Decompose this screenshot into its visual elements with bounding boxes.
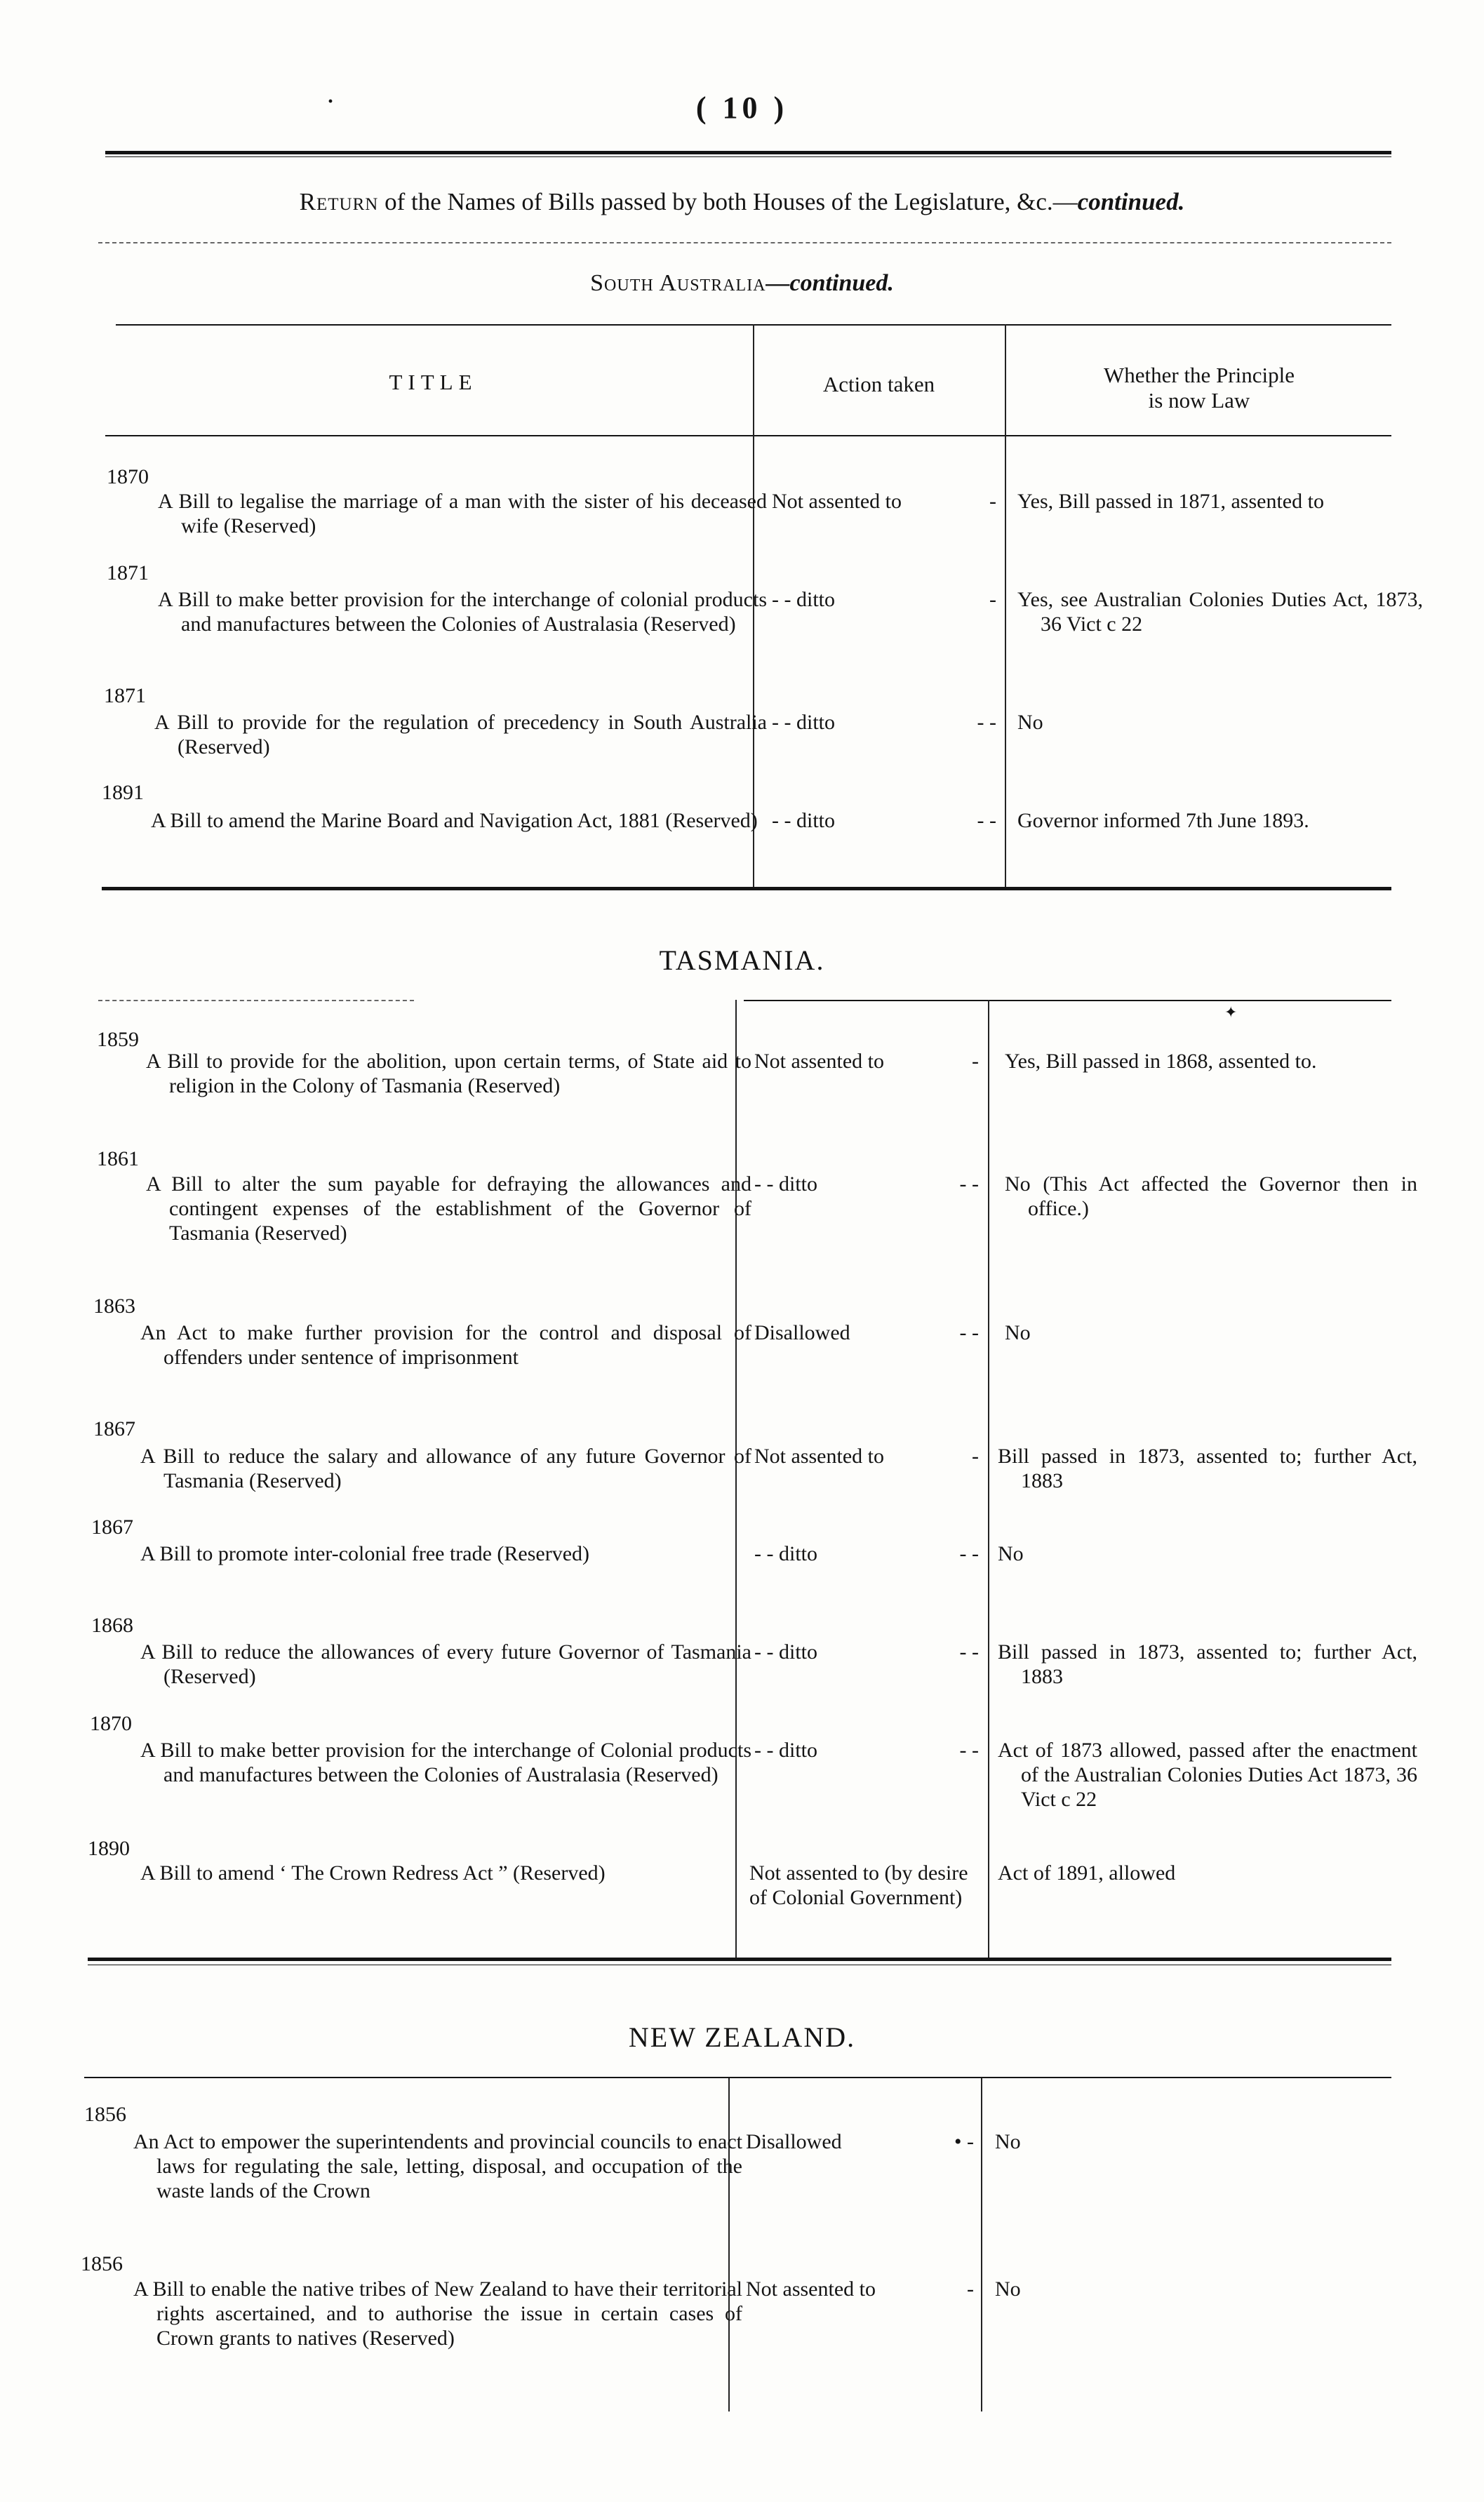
row-action-text: - - ditto [754,1640,817,1664]
row-title: An Act to empower the superintendents and provincial councils to enact laws for regulating the sale, letting, disposal, and occupation of the waste lands of the Crown [133,2130,742,2202]
column-header-title: TITLE [389,370,478,394]
page-number: ( 10 ) [695,91,789,125]
row-title: A Bill to enable the native tribes of New Zealand to have their territorial rights ascertained, and to authorise the issue in certain cases of Crown grants to natives (Reserved) [133,2277,742,2350]
row-principle: Yes, Bill passed in 1868, assented to. [1005,1050,1317,1073]
section-title-south-australia [0,270,1484,297]
row-principle: No [998,1542,1024,1565]
column-header-action: Action taken [822,372,935,396]
sa-table-bottom-rule [102,887,1391,890]
row-title: An Act to make further provision for the control and disposal of offenders under sentence of imprisonment [140,1321,751,1369]
row-year: 1863 [93,1295,135,1318]
row-action [754,1320,979,1345]
row-year: 1867 [93,1417,135,1440]
row-title: A Bill to make better provision for the interchange of colonial products and manufactures between the Colonies of Australasia (Reserved) [158,588,767,636]
row-action-dash: - [972,1445,979,1468]
south-australia-suffix: —continued. [766,270,894,296]
row-title: A Bill to provide for the regulation of precedency in South Australia (Reserved) [154,711,767,758]
south-australia-name: South Australia [590,270,766,296]
header-rule [105,151,1391,154]
row-year: 1890 [88,1837,130,1860]
row-principle: No [995,2277,1021,2301]
row-principle: No [1017,711,1043,734]
row-principle: Yes, see Australian Colonies Duties Act, 1873, 36 Vict c 22 [1017,588,1423,636]
row-action-dash: - - [959,1172,979,1196]
header-rule-thin [105,156,1391,157]
heading-main: of the Names of Bills passed by both Houses of the Legislature, &c.— [378,188,1078,215]
row-title: A Bill to reduce the allowances of every future Governor of Tasmania (Reserved) [140,1640,751,1688]
sa-header-bottom-rule [105,435,1391,436]
principle-header-line2: is now Law [1148,388,1250,413]
heading-divider [98,242,1391,243]
row-action-dash: - - [959,1739,979,1762]
row-principle: Governor informed 7th June 1893. [1017,809,1309,832]
row-year: 1868 [91,1614,133,1637]
row-action [746,2277,974,2301]
row-principle: No (This Act affected the Governor then in office.) [1005,1172,1417,1220]
heading-suffix: continued. [1077,188,1185,215]
row-year: 1891 [102,781,144,804]
row-action [746,2129,974,2154]
row-action-dash: - [989,588,996,611]
tasmania-top-rule [744,1000,1391,1001]
tasmania-top-dash [98,1000,414,1001]
row-action-text: - - ditto [754,1542,817,1565]
row-year: 1870 [107,465,149,488]
row-action [772,587,996,612]
stray-mark: · [327,90,335,113]
nz-col-divider-1 [728,2078,730,2411]
row-action-text: - - ditto [772,588,835,611]
row-principle: Act of 1873 allowed, passed after the enactment of the Australian Colonies Duties Act 1873, 36 Vict c 22 [998,1739,1417,1811]
nz-col-divider-2 [981,2078,982,2411]
row-title: A Bill to amend ‘ The Crown Redress Act ” (Reserved) [140,1861,606,1885]
row-action [754,1444,979,1469]
row-action [772,710,996,735]
tas-col-divider-2 [988,1000,989,1958]
row-year: 1867 [91,1516,133,1539]
row-action-text: Not assented to [772,490,902,513]
row-action-dash: • - [954,2130,974,2153]
row-action [754,1049,979,1073]
row-title: A Bill to alter the sum payable for defraying the allowances and contingent expenses of the establishment of the Governor of Tasmania (Reserved) [146,1172,751,1245]
row-action [772,808,996,833]
row-action [772,489,996,514]
tasmania-bottom-rule [88,1958,1391,1961]
row-action-dash: - - [959,1321,979,1344]
row-action-text: Not assented to [746,2277,876,2301]
row-action [754,1640,979,1664]
row-title: A Bill to reduce the salary and allowance of any future Governor of Tasmania (Reserved) [140,1445,751,1492]
row-action-text: Not assented to [754,1445,884,1468]
heading-prefix: Return [299,188,379,215]
row-principle: No [995,2130,1021,2153]
row-action-dash: - [967,2277,974,2301]
row-action-text: Not assented to [754,1050,884,1073]
row-year: 1870 [90,1712,132,1735]
row-title: A Bill to amend the Marine Board and Navigation Act, 1881 (Reserved) [151,809,758,832]
row-title: A Bill to legalise the marriage of a man with the sister of his deceased wife (Reserved) [158,490,767,537]
row-title: A Bill to provide for the abolition, upon certain terms, of State aid to religion in the Colony of Tasmania (Reserved) [146,1050,751,1097]
row-action-dash: - [989,490,996,513]
row-action-text: - - ditto [772,809,835,832]
row-year: 1859 [97,1028,139,1051]
row-action-dash: - [972,1050,979,1073]
row-action-text: - - ditto [754,1739,817,1762]
section-title-tasmania: TASMANIA. [659,944,825,976]
stray-mark: ✦ [1224,1003,1238,1021]
row-principle: Bill passed in 1873, assented to; further Act, 1883 [998,1640,1417,1688]
row-action: Not assented to (by desire of Colonial Government) [749,1861,968,1909]
row-action-text: - - ditto [754,1172,817,1196]
row-principle: Yes, Bill passed in 1871, assented to [1017,490,1324,513]
row-year: 1856 [84,2103,126,2126]
row-action-text: Disallowed [746,2130,842,2153]
page-heading [0,188,1484,216]
row-title: A Bill to promote inter-colonial free trade (Reserved) [140,1542,590,1565]
row-action-text: Disallowed [754,1321,850,1344]
row-action-dash: - - [977,809,996,832]
row-action-dash: - - [959,1640,979,1664]
row-action-dash: - - [959,1542,979,1565]
row-principle: Act of 1891, allowed [998,1861,1176,1885]
section-title-new-zealand: NEW ZEALAND. [628,2021,856,2053]
row-year: 1871 [104,684,146,707]
principle-header-line1: Whether the Principle [1103,363,1295,387]
row-action-dash: - - [977,711,996,734]
row-action [754,1541,979,1566]
row-title: A Bill to make better provision for the interchange of Colonial products and manufactures between the Colonies of Australasia (Reserved) [140,1739,751,1786]
row-year: 1861 [97,1147,139,1170]
row-principle: No [1005,1321,1031,1344]
column-header-principle [1007,363,1391,413]
row-year: 1856 [81,2252,123,2275]
row-year: 1871 [107,561,149,584]
row-principle: Bill passed in 1873, assented to; further Act, 1883 [998,1445,1417,1492]
row-action [754,1172,979,1196]
row-action [754,1738,979,1762]
sa-col-divider-2 [1005,324,1006,888]
nz-top-rule [84,2077,1391,2078]
row-action-text: - - ditto [772,711,835,734]
